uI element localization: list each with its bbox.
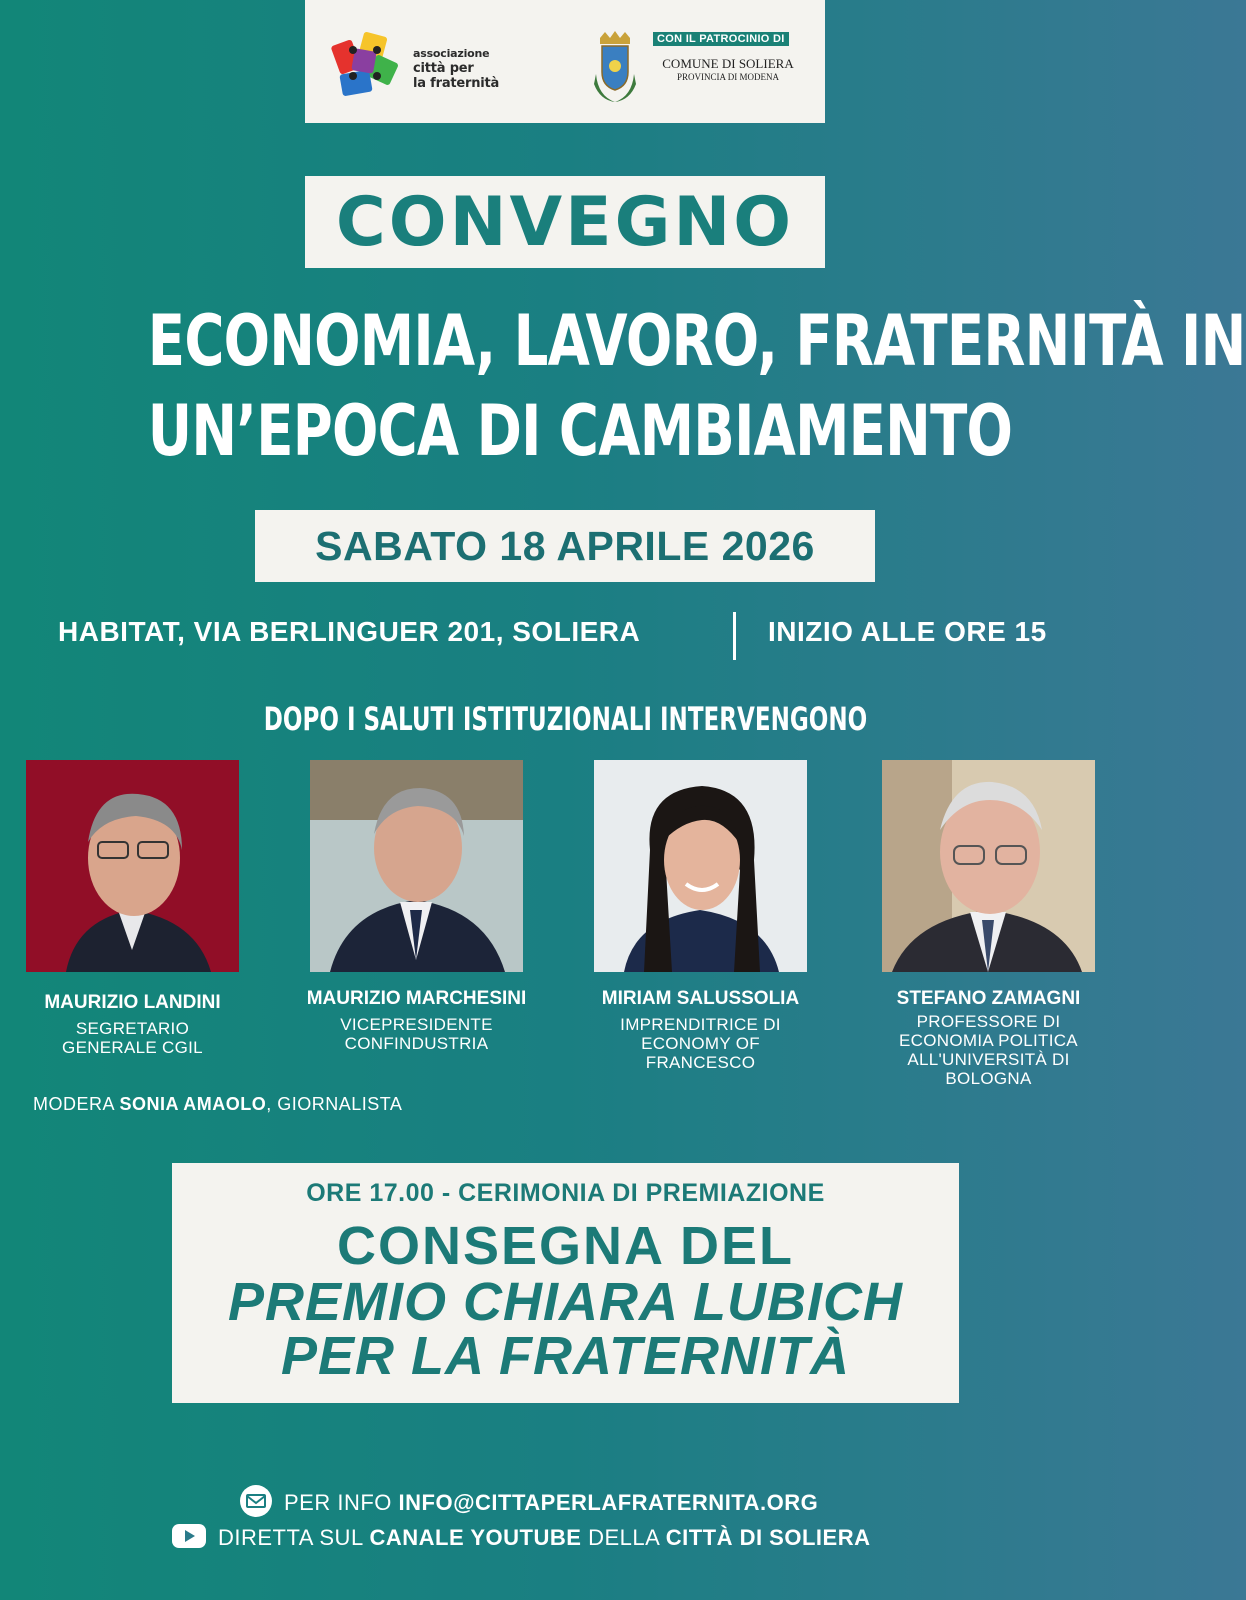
event-type-box xyxy=(305,176,825,268)
speaker-name: STEFANO ZAMAGNI xyxy=(896,988,1081,1009)
live-mid: DELLA xyxy=(588,1524,660,1550)
speaker-role: IMPRENDITRICE DI ECONOMY OF FRANCESCO xyxy=(620,1015,781,1072)
youtube-channel-link[interactable]: CANALE YOUTUBE xyxy=(369,1524,582,1550)
header-logo-box xyxy=(305,0,825,123)
moderator-line xyxy=(33,1094,402,1115)
moderator-name: SONIA AMAOLO xyxy=(119,1094,267,1114)
event-venue: HABITAT, VIA BERLINGUER 201, SOLIERA xyxy=(58,616,641,647)
award-title-line-1: CONSEGNA DEL xyxy=(336,1216,795,1276)
comune-name: COMUNE DI SOLIERA xyxy=(662,56,794,71)
envelope-icon xyxy=(240,1485,272,1523)
association-name: associazione città per la fraternità xyxy=(413,47,500,91)
speaker-name: MAURIZIO LANDINI xyxy=(44,992,221,1013)
moderator-prefix: MODERA xyxy=(33,1094,115,1114)
comune-crest-icon xyxy=(590,30,640,110)
live-city: CITTÀ DI SOLIERA xyxy=(665,1524,871,1550)
award-subtitle: ORE 17.00 - CERIMONIA DI PREMIAZIONE xyxy=(306,1179,825,1207)
speaker-photo-landini xyxy=(26,760,239,972)
speaker-photo-zamagni xyxy=(882,760,1095,972)
provincia-name: PROVINCIA DI MODENA xyxy=(676,72,779,82)
award-box xyxy=(172,1163,959,1403)
event-title xyxy=(147,296,1246,476)
event-title-line-1: ECONOMIA, LAVORO, FRATERNITÀ IN xyxy=(147,300,1246,382)
info-row xyxy=(240,1485,818,1523)
speaker-name: MAURIZIO MARCHESINI xyxy=(306,988,527,1009)
speaker-photo-marchesini xyxy=(310,760,523,972)
venue-divider xyxy=(733,612,736,660)
award-title-line-2: PREMIO CHIARA LUBICH xyxy=(228,1272,903,1332)
speaker-photo-salussolia xyxy=(594,760,807,972)
venue-row xyxy=(0,612,1131,652)
speaker-role: SEGRETARIO GENERALE CGIL xyxy=(62,1019,203,1057)
patronage-label: CON IL PATROCINIO DI xyxy=(653,32,789,46)
event-date: SABATO 18 APRILE 2026 xyxy=(315,522,815,569)
live-row xyxy=(172,1524,870,1554)
event-date-box xyxy=(255,510,875,582)
speaker-role: PROFESSORE DI ECONOMIA POLITICA ALL'UNIVERSITÀ DI BOLOGNA xyxy=(899,1012,1078,1088)
speaker-name: MIRIAM SALUSSOLIA xyxy=(601,988,800,1009)
speakers-intro: DOPO I SALUTI ISTITUZIONALI INTERVENGONO xyxy=(263,700,868,738)
live-prefix: DIRETTA SUL xyxy=(218,1524,363,1550)
event-start-time: INIZIO ALLE ORE 15 xyxy=(768,616,1047,647)
info-email-link[interactable]: INFO@CITTAPERLAFRATERNITA.ORG xyxy=(398,1489,819,1515)
speaker-role: VICEPRESIDENTE CONFINDUSTRIA xyxy=(340,1015,493,1053)
award-title-line-3: PER LA FRATERNITÀ xyxy=(281,1326,850,1386)
moderator-role: , GIORNALISTA xyxy=(266,1094,403,1114)
info-prefix: PER INFO xyxy=(284,1489,392,1515)
event-type: CONVEGNO xyxy=(335,182,795,262)
association-logo xyxy=(327,28,403,104)
youtube-icon xyxy=(172,1524,206,1554)
event-title-line-2: UN’EPOCA DI CAMBIAMENTO xyxy=(147,390,1013,472)
